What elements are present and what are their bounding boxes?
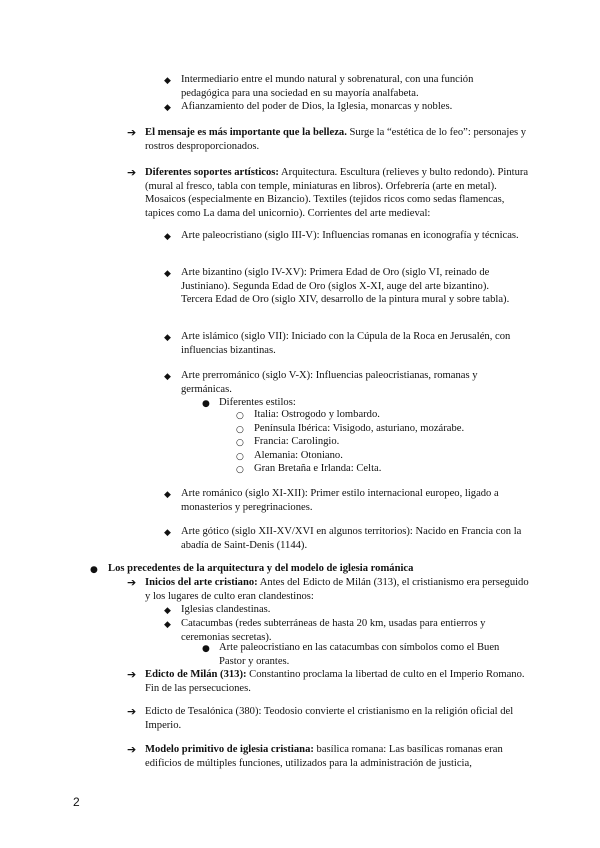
diamond-bullet-icon: ◆	[164, 528, 171, 538]
list-item: Arte paleocristiano (siglo III-V): Influencias romanas en iconografía y técnicas.	[181, 230, 519, 241]
list-item: Diferentes soportes artísticos: Arquitectura. Escultura (relieves y bulto redondo). Pintura (mural al fresco, tabla con temple, miniaturas en libros). Orfebrería (arte en metal). Mosaicos (especialmente en Bizancio). Textiles (tejidos ricos como sedas flamencas, tapices como La dama del unicornio). Corrientes del arte medieval:	[145, 167, 529, 219]
arrow-bullet-icon: ➔	[127, 576, 137, 589]
dot-bullet-icon: ●	[202, 644, 210, 654]
circle-bullet-icon: ○	[236, 425, 244, 435]
diamond-bullet-icon: ◆	[164, 490, 171, 500]
section-heading: Los precedentes de la arquitectura y del modelo de iglesia románica	[108, 563, 414, 574]
circle-bullet-icon: ○	[236, 411, 244, 421]
list-item: Arte paleocristiano en las catacumbas con símbolos como el Buen Pastor y orantes.	[219, 642, 500, 667]
circle-bullet-icon: ○	[236, 465, 244, 475]
list-item: Arte gótico (siglo XII-XV/XVI en algunos territorios): Nacido en Francia con la abadía de Saint-Denis (1144).	[181, 526, 522, 551]
list-item: Diferentes estilos:	[219, 397, 296, 408]
diamond-bullet-icon: ◆	[164, 620, 171, 630]
list-item: Catacumbas (redes subterráneas de hasta 20 km, usadas para entierros y ceremonias secretas).	[181, 618, 486, 643]
list-item: Arte bizantino (siglo IV-XV): Primera Edad de Oro (siglo VI, reinado de Justiniano). Segunda Edad de Oro (siglos X-XI, auge del arte bizantino). Tercera Edad de Oro (siglo XIV, desarrollo de la pintura mural y sobre tabla).	[181, 267, 510, 306]
list-item: Alemania: Otoniano.	[254, 450, 343, 461]
diamond-bullet-icon: ◆	[164, 269, 171, 279]
arrow-bullet-icon: ➔	[127, 743, 137, 756]
list-item: Iglesias clandestinas.	[181, 604, 271, 615]
list-item: Modelo primitivo de iglesia cristiana: basílica romana: Las basílicas romanas eran edificios de múltiples funciones, utilizados para la administración de justicia,	[145, 744, 503, 769]
list-item: Península Ibérica: Visigodo, asturiano, mozárabe.	[254, 423, 465, 434]
list-item: Francia: Carolingio.	[254, 436, 340, 447]
diamond-bullet-icon: ◆	[164, 103, 171, 113]
list-item: Afianzamiento del poder de Dios, la Iglesia, monarcas y nobles.	[181, 101, 453, 112]
list-item: Arte románico (siglo XI-XII): Primer estilo internacional europeo, ligado a monasterios y peregrinaciones.	[181, 488, 499, 513]
arrow-bullet-icon: ➔	[127, 668, 137, 681]
circle-bullet-icon: ○	[236, 438, 244, 448]
list-item: Edicto de Tesalónica (380): Teodosio convierte el cristianismo en la religión oficial del Imperio.	[145, 706, 514, 731]
list-item: Inicios del arte cristiano: Antes del Edicto de Milán (313), el cristianismo era perseguido y los lugares de culto eran clandestinos:	[145, 577, 529, 602]
diamond-bullet-icon: ◆	[164, 232, 171, 242]
arrow-bullet-icon: ➔	[127, 166, 137, 179]
list-item: Arte prerrománico (siglo V-X): Influencias paleocristianas, romanas y germánicas.	[181, 370, 478, 395]
page-number: 2	[73, 795, 80, 809]
list-item: Arte islámico (siglo VII): Iniciado con la Cúpula de la Roca en Jerusalén, con influencias bizantinas.	[181, 331, 511, 356]
circle-bullet-icon: ○	[236, 452, 244, 462]
list-item: Italia: Ostrogodo y lombardo.	[254, 409, 380, 420]
arrow-bullet-icon: ➔	[127, 705, 137, 718]
list-item: Edicto de Milán (313): Constantino proclama la libertad de culto en el Imperio Romano. Fin de las persecuciones.	[145, 669, 525, 694]
diamond-bullet-icon: ◆	[164, 606, 171, 616]
list-item: El mensaje es más importante que la belleza. Surge la “estética de lo feo”: personajes y rostros desproporcionados.	[145, 127, 527, 152]
list-item: Gran Bretaña e Irlanda: Celta.	[254, 463, 382, 474]
diamond-bullet-icon: ◆	[164, 333, 171, 343]
diamond-bullet-icon: ◆	[164, 372, 171, 382]
dot-bullet-icon: ●	[202, 399, 210, 409]
diamond-bullet-icon: ◆	[164, 76, 171, 86]
list-item: Intermediario entre el mundo natural y sobrenatural, con una función pedagógica para una sociedad en su mayoría analfabeta.	[181, 74, 474, 99]
dot-bullet-icon: ●	[90, 565, 98, 575]
arrow-bullet-icon: ➔	[127, 126, 137, 139]
